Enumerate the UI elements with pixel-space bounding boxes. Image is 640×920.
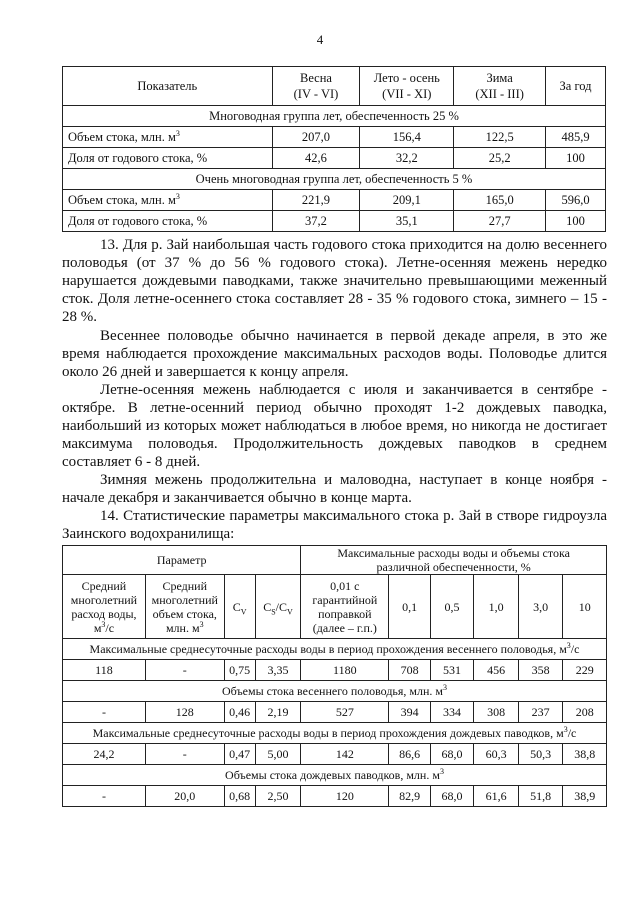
paragraph-13: 13. Для р. Зай наибольшая часть годового стока приходится на долю весеннего половодья (от 37 % до 56 % годового стока). Летне-осенняя межень нередко нарушается дождевыми паводками, также значительно превышающими меженный сток. Доля летне-осеннего стока составляет 28 - 35 % годового стока, зимнего – 15 - 28 %. xyxy=(62,237,607,325)
row-label: Доля от годового стока, % xyxy=(63,211,273,232)
header-max-runoff: Максимальные расходы воды и объемы стока различной обеспеченности, % xyxy=(301,546,607,575)
paragraph-summer: Летне-осенняя межень наблюдается с июля и заканчивается в сентябре - октябре. В летне-осенний период обычно проходят 1-2 дождевых паводка, наибольший из которых может наблюдаться в любое время, но никогда не достигает максимума половодья. Продолжительность дождевых паводков в среднем составляет 6 - 8 дней. xyxy=(62,382,607,470)
table-row xyxy=(63,702,607,723)
cell: 120 xyxy=(301,786,389,807)
cell: 394 xyxy=(389,702,430,723)
cell-spring: 221,9 xyxy=(272,190,360,211)
cell: 708 xyxy=(389,660,430,681)
cell: 68,0 xyxy=(430,786,474,807)
cell-year: 100 xyxy=(546,148,606,169)
cell-summer-autumn: 35,1 xyxy=(360,211,454,232)
cell: 334 xyxy=(430,702,474,723)
section-title: Объемы стока весеннего половодья, млн. $м^3$ xyxy=(63,681,607,702)
cell: 24,2 xyxy=(63,744,146,765)
cell: 142 xyxy=(301,744,389,765)
cell-year: 485,9 xyxy=(546,127,606,148)
paragraph-winter: Зимняя межень продолжительна и маловодна, наступает в конце ноября - начале декабря и заканчивается обычно в конце марта. xyxy=(62,472,607,506)
header-probability: 0,1 xyxy=(389,575,430,639)
section-title: Максимальные среднесуточные расходы воды в период прохождения весеннего половодья, $м^3/с$ xyxy=(63,639,607,660)
group-title: Очень многоводная группа лет, обеспеченность 5 % xyxy=(63,169,606,190)
cell: 0,47 xyxy=(224,744,255,765)
cell-summer-autumn: 156,4 xyxy=(360,127,454,148)
header-probability: 10 xyxy=(563,575,607,639)
cell-winter: 165,0 xyxy=(454,190,546,211)
cell-year: 100 xyxy=(546,211,606,232)
cell: 358 xyxy=(518,660,563,681)
cell: 68,0 xyxy=(430,744,474,765)
header-probability: 0,5 xyxy=(430,575,474,639)
header-winter: Зима (XII - III) xyxy=(454,67,546,106)
cell: 86,6 xyxy=(389,744,430,765)
cell: 82,9 xyxy=(389,786,430,807)
cell: 531 xyxy=(430,660,474,681)
row-label: Доля от годового стока, % xyxy=(63,148,273,169)
header-summer-autumn: Лето - осень (VII - XI) xyxy=(360,67,454,106)
cell: - xyxy=(145,660,224,681)
seasonal-runoff-table xyxy=(62,66,606,232)
cell: 308 xyxy=(474,702,519,723)
table-row xyxy=(63,127,606,148)
cell-winter: 122,5 xyxy=(454,127,546,148)
header-probability: 3,0 xyxy=(518,575,563,639)
header-cv: $C_V$ xyxy=(224,575,255,639)
cell: 0,46 xyxy=(224,702,255,723)
row-label: Объем стока, млн. $м^3$ xyxy=(63,190,273,211)
table-row xyxy=(63,211,606,232)
cell: - xyxy=(63,786,146,807)
header-cs-cv: $C_S/C_V$ xyxy=(255,575,301,639)
cell-year: 596,0 xyxy=(546,190,606,211)
max-runoff-parameters-table xyxy=(62,545,607,807)
table-row xyxy=(63,190,606,211)
cell: 51,8 xyxy=(518,786,563,807)
cell-spring: 42,6 xyxy=(272,148,360,169)
cell: 229 xyxy=(563,660,607,681)
cell: - xyxy=(145,744,224,765)
cell: 38,8 xyxy=(563,744,607,765)
header-spring: Весна (IV - VI) xyxy=(272,67,360,106)
header-probability: 1,0 xyxy=(474,575,519,639)
cell-spring: 37,2 xyxy=(272,211,360,232)
group-title: Многоводная группа лет, обеспеченность 25 % xyxy=(63,106,606,127)
cell-winter: 27,7 xyxy=(454,211,546,232)
cell: 50,3 xyxy=(518,744,563,765)
paragraph-14: 14. Статистические параметры максимального стока р. Зай в створе гидроузла Заинского водохранилища: xyxy=(62,508,607,542)
cell: - xyxy=(63,702,146,723)
cell: 60,3 xyxy=(474,744,519,765)
table-row xyxy=(63,744,607,765)
cell-spring: 207,0 xyxy=(272,127,360,148)
header-mean-volume: Средний многолетний объем стока, млн. $м^3$ xyxy=(145,575,224,639)
cell: 20,0 xyxy=(145,786,224,807)
cell: 2,50 xyxy=(255,786,301,807)
header-0-01-probability: 0,01 с гарантийной поправкой (далее – г.п.) xyxy=(301,575,389,639)
row-label: Объем стока, млн. $м^3$ xyxy=(63,127,273,148)
cell: 0,68 xyxy=(224,786,255,807)
paragraph-spring: Весеннее половодье обычно начинается в первой декаде апреля, в это же время наблюдается прохождение максимальных расходов воды. Половодье длится около 26 дней и завершается к концу апреля. xyxy=(62,328,607,380)
cell: 237 xyxy=(518,702,563,723)
cell: 1180 xyxy=(301,660,389,681)
cell: 38,9 xyxy=(563,786,607,807)
cell: 5,00 xyxy=(255,744,301,765)
page-number: 4 xyxy=(316,32,324,47)
cell: 61,6 xyxy=(474,786,519,807)
header-mean-discharge: Средний многолетний расход воды, $м^3/с$ xyxy=(63,575,146,639)
cell: 2,19 xyxy=(255,702,301,723)
cell: 118 xyxy=(63,660,146,681)
table-row xyxy=(63,148,606,169)
cell: 527 xyxy=(301,702,389,723)
cell: 0,75 xyxy=(224,660,255,681)
header-parameter: Параметр xyxy=(63,546,301,575)
cell: 3,35 xyxy=(255,660,301,681)
section-title: Объемы стока дождевых паводков, млн. $м^3$ xyxy=(63,765,607,786)
cell: 128 xyxy=(145,702,224,723)
section-title: Максимальные среднесуточные расходы воды в период прохождения дождевых паводков, $м^3/с$ xyxy=(63,723,607,744)
header-year: За год xyxy=(546,67,606,106)
table-row xyxy=(63,660,607,681)
cell: 208 xyxy=(563,702,607,723)
cell-summer-autumn: 209,1 xyxy=(360,190,454,211)
table-row xyxy=(63,786,607,807)
cell: 456 xyxy=(474,660,519,681)
header-indicator: Показатель xyxy=(63,67,273,106)
cell-summer-autumn: 32,2 xyxy=(360,148,454,169)
cell-winter: 25,2 xyxy=(454,148,546,169)
